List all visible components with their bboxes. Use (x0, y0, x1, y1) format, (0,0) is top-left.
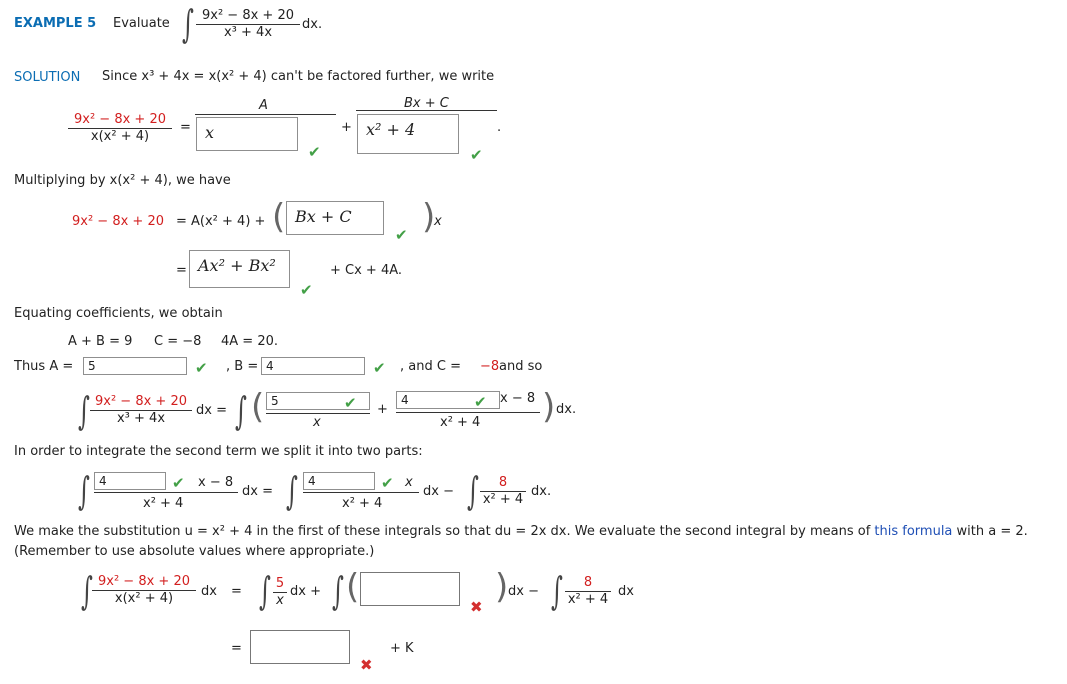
pf-bar-bc (356, 110, 497, 111)
pf-denominator-bc-input[interactable]: x² + 4 (357, 114, 459, 154)
int1-lhs-fraction: 9x² − 8x + 20 x³ + 4x (90, 395, 192, 426)
subst-line-2: (Remember to use absolute values where appropriate.) (14, 544, 375, 559)
pf-equals: = (180, 120, 191, 135)
int1-bar-2 (396, 412, 540, 413)
int2-den1: x² + 4 (143, 496, 184, 511)
int1-num2: x − 8 (500, 391, 536, 406)
split-text: In order to integrate the second term we split it into two parts: (14, 444, 423, 459)
right-paren: ) (542, 387, 556, 427)
final-answer-input[interactable] (250, 630, 350, 664)
int1-dx-eq: dx = (196, 403, 227, 418)
plus-k: + K (390, 641, 414, 656)
int1-den2: x² + 4 (440, 415, 481, 430)
pf-lhs-fraction: 9x² − 8x + 20 x(x² + 4) (68, 113, 172, 144)
coef-eq1: A + B = 9 (68, 334, 133, 349)
int1-b-input[interactable]: 4 (396, 391, 500, 409)
solution-label: SOLUTION (14, 70, 81, 85)
int2-num2: x (405, 475, 413, 490)
final-equals-2: = (231, 641, 242, 656)
final-8-fraction: 8 x² + 4 (565, 576, 611, 607)
integral-sign: ∫ (331, 569, 344, 613)
right-paren: ) (422, 197, 436, 237)
int1-dx: dx. (556, 402, 577, 417)
final-5-over-x: 5 x (273, 577, 287, 608)
left-paren: ( (251, 387, 265, 427)
left-paren: ( (272, 197, 286, 237)
int2-bar-2 (303, 492, 419, 493)
check-icon: ✔ (308, 143, 321, 161)
coef-eq2: C = −8 (154, 334, 202, 349)
int2-first-coef-input[interactable]: 4 (303, 472, 375, 490)
int2-dx-eq: dx = (242, 484, 273, 499)
and-c-text: , and C = (400, 359, 461, 374)
integral-sign: ∫ (258, 569, 271, 613)
check-icon: ✔ (172, 474, 185, 492)
integral-sign: ∫ (80, 569, 93, 613)
check-icon: ✔ (381, 474, 394, 492)
check-icon: ✔ (195, 359, 208, 377)
pf-period: . (497, 120, 502, 135)
multiply-text: Multiplying by x(x² + 4), we have (14, 173, 231, 188)
pf-num-a: A (259, 98, 268, 113)
int2-dx-minus: dx − (423, 484, 454, 499)
int1-plus: + (377, 402, 388, 417)
check-icon: ✔ (373, 359, 386, 377)
final-dx-plus: dx + (290, 584, 321, 599)
int1-den1: x (313, 415, 321, 430)
thus-text: Thus A = (14, 359, 74, 374)
int2-bar-1 (94, 492, 238, 493)
coef-eq3: 4A = 20. (221, 334, 278, 349)
solution-text: Since x³ + 4x = x(x² + 4) can't be factored further, we write (102, 69, 495, 84)
integral-sign: ∫ (181, 2, 194, 46)
int1-a-input[interactable]: 5 (266, 392, 370, 410)
example-label: EXAMPLE 5 (14, 16, 97, 31)
final-dx-end: dx (618, 584, 634, 599)
and-so-text: and so (499, 359, 543, 374)
pf-bar-a (195, 114, 336, 115)
cross-icon: ✖ (470, 598, 483, 616)
integral-sign: ∫ (77, 469, 90, 513)
eq1-bx-c-input[interactable]: Bx + C (286, 201, 384, 235)
final-lhs-fraction: 9x² − 8x + 20 x(x² + 4) (92, 575, 196, 606)
integral-sign: ∫ (285, 469, 298, 513)
final-equals: = (231, 584, 242, 599)
check-icon: ✔ (470, 146, 483, 164)
eq1-quadratic-input[interactable]: Ax² + Bx² (189, 250, 290, 288)
eq1-x: x (434, 214, 442, 229)
left-paren: ( (346, 567, 360, 607)
integral-sign: ∫ (234, 389, 247, 433)
check-icon: ✔ (344, 394, 357, 412)
int2-coef-input[interactable]: 4 (94, 472, 166, 490)
int2-dx: dx. (531, 484, 552, 499)
b-label: , B = (226, 359, 259, 374)
a-value-input[interactable]: 5 (83, 357, 187, 375)
check-icon: ✔ (300, 281, 313, 299)
check-icon: ✔ (395, 226, 408, 244)
formula-link[interactable]: this formula (874, 524, 953, 539)
int2-num1: x − 8 (198, 475, 234, 490)
integral-sign: ∫ (77, 389, 90, 433)
eq1-lhs: 9x² − 8x + 20 (72, 214, 164, 229)
right-paren: ) (495, 567, 509, 607)
int2-third-fraction: 8 x² + 4 (480, 476, 526, 507)
subst-line-1: We make the substitution u = x² + 4 in the first of these integrals so that du = 2x dx. We evaluate the second integral by means of this formula with a = 2. (14, 524, 1028, 539)
pf-denominator-a-input[interactable]: x (196, 117, 298, 151)
check-icon: ✔ (474, 393, 487, 411)
final-integrand-input[interactable] (360, 572, 460, 606)
pf-plus: + (341, 120, 352, 135)
c-value: −8 (480, 359, 500, 374)
final-dx: dx (201, 584, 217, 599)
eq2-rest: + Cx + 4A. (330, 263, 403, 278)
b-value-input[interactable]: 4 (261, 357, 365, 375)
cross-icon: ✖ (360, 656, 373, 674)
example-fraction: 9x² − 8x + 20 x³ + 4x (196, 9, 300, 40)
integral-sign: ∫ (466, 469, 479, 513)
coef-intro: Equating coefficients, we obtain (14, 306, 223, 321)
int2-den2: x² + 4 (342, 496, 383, 511)
eq1-rhs-start: = A(x² + 4) + (176, 214, 266, 229)
example-dx: dx. (302, 17, 323, 32)
eq2-equals: = (176, 263, 187, 278)
pf-num-bc: Bx + C (404, 96, 449, 111)
final-dx-minus: dx − (508, 584, 539, 599)
evaluate-text: Evaluate (113, 16, 170, 31)
int1-bar-1 (266, 413, 370, 414)
integral-sign: ∫ (550, 569, 563, 613)
